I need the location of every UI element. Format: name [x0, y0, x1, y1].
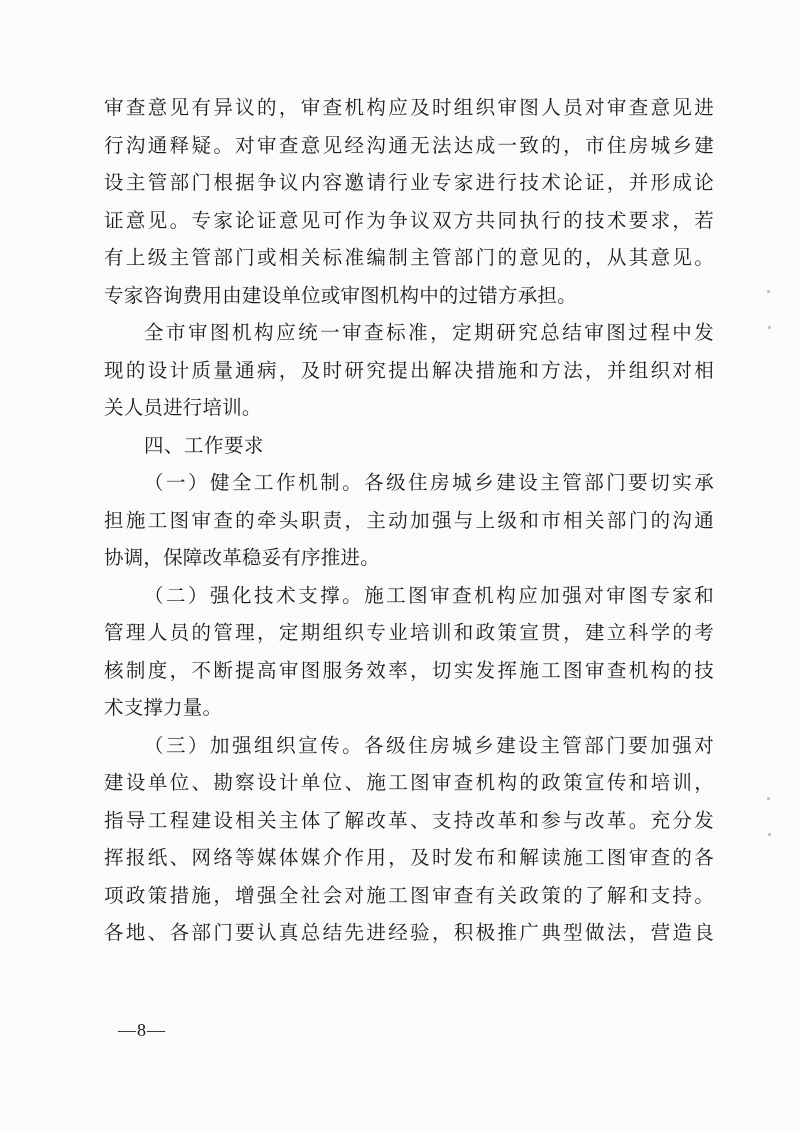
text-line: 有上级主管部门或相关标准编制主管部门的意见的，从其意见。	[104, 246, 714, 269]
paragraph	[104, 314, 714, 427]
text-line: 审查意见有异议的，审查机构应及时组织审图人员对审查意见进	[104, 96, 714, 119]
text-line: 协调，保障改革稳妥有序推进。	[104, 546, 380, 569]
text-line: 指导工程建设相关主体了解改革、支持改革和参与改革。充分发	[104, 808, 714, 832]
text-line: 关人员进行培训。	[104, 396, 262, 419]
section-heading: 四、工作要求	[144, 433, 265, 457]
text-line: 挥报纸、网络等媒体媒介作用，及时发布和解读施工图审查的各	[104, 846, 714, 869]
page-number: —8—	[118, 1020, 166, 1040]
text-line: 术支撑力量。	[104, 696, 223, 719]
text-line: 证意见。专家论证意见可作为争议双方共同执行的技术要求，若	[104, 208, 714, 232]
text-line: 专家咨询费用由建设单位或审图机构中的过错方承担。	[104, 283, 577, 307]
paragraph	[104, 577, 714, 727]
text-line: 全市审图机构应统一审查标准，定期研究总结审图过程中发	[144, 321, 714, 344]
paragraph	[104, 464, 714, 577]
text-line: （二）强化技术支撑。施工图审查机构应加强对审图专家和	[144, 583, 714, 607]
paragraph	[104, 89, 714, 314]
text-line: 设主管部门根据争议内容邀请行业专家进行技术论证，并形成论	[104, 171, 714, 194]
text-line: 核制度，不断提高审图服务效率，切实发挥施工图审查机构的技	[104, 658, 714, 682]
text-line: 各地、各部门要认真总结先进经验，积极推广典型做法，营造良	[104, 921, 714, 944]
text-line: 行沟通释疑。对审查意见经沟通无法达成一致的，市住房城乡建	[104, 133, 714, 157]
text-line: 管理人员的管理，定期组织专业培训和政策宣贯，建立科学的考	[104, 621, 714, 644]
document-body	[104, 89, 714, 952]
text-line: 现的设计质量通病，及时研究提出解决措施和方法，并组织对相	[104, 358, 714, 382]
scan-speck	[767, 290, 770, 293]
text-line: 建设单位、勘察设计单位、施工图审查机构的政策宣传和培训，	[104, 771, 714, 794]
text-line: 担施工图审查的牵头职责，主动加强与上级和市相关部门的沟通	[104, 508, 714, 532]
text-line: （三）加强组织宣传。各级住房城乡建设主管部门要加强对	[144, 733, 714, 757]
text-line: （一）健全工作机制。各级住房城乡建设主管部门要切实承	[144, 471, 714, 494]
text-line: 项政策措施，增强全社会对施工图审查有关政策的了解和支持。	[104, 883, 714, 907]
scan-speck	[767, 797, 770, 800]
scan-speck	[768, 326, 771, 329]
scan-speck	[768, 833, 771, 836]
paragraph	[104, 727, 714, 952]
